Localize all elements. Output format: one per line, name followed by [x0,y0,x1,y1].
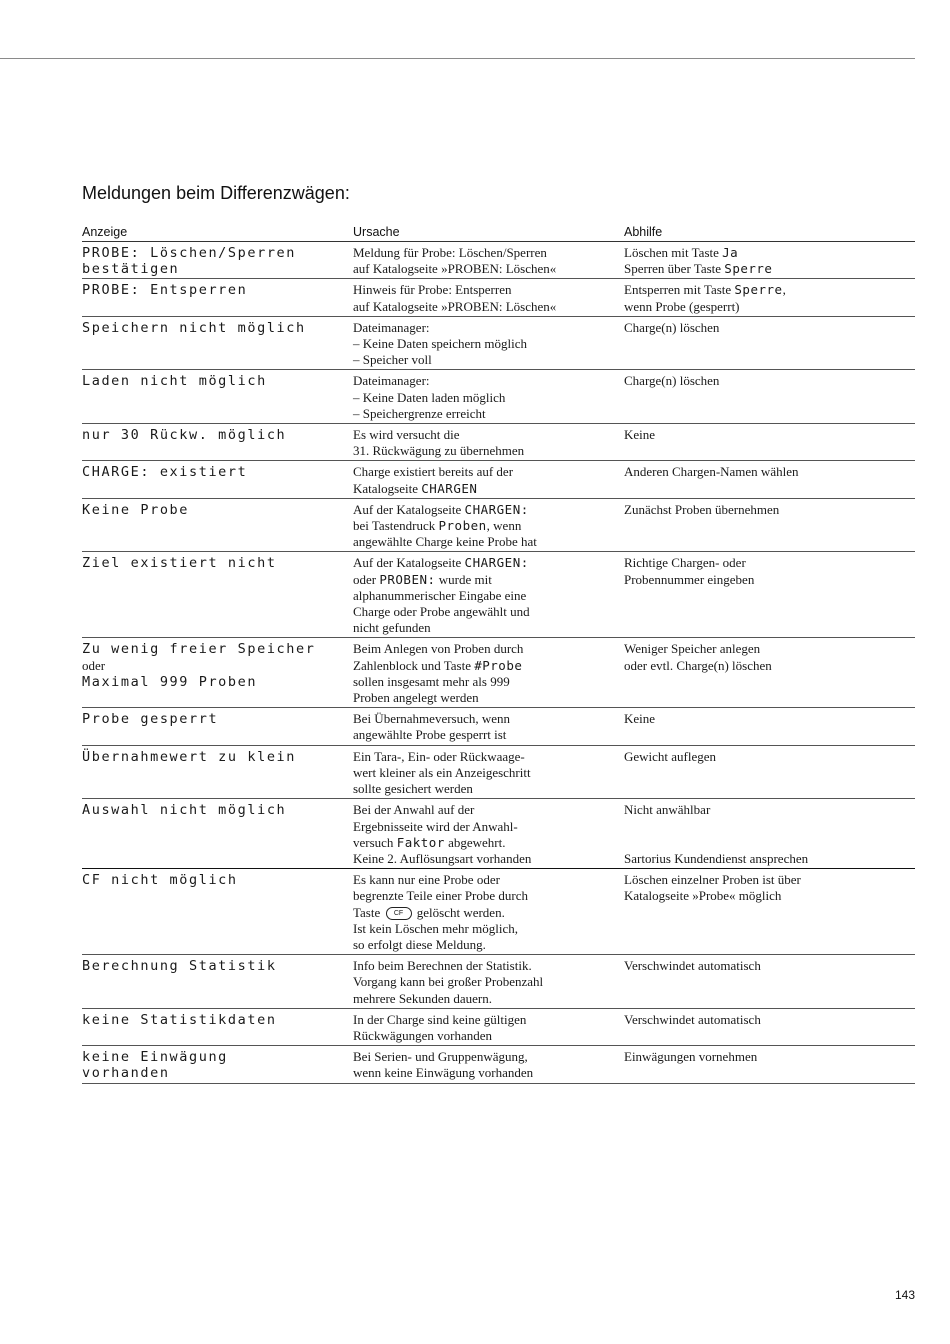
cause-line [353,802,624,818]
cause-line [353,905,624,921]
text-segment: bei Tastendruck [353,518,439,534]
key-label: Faktor [396,834,445,850]
remedy-line [624,851,915,867]
text-segment: auf Katalogseite »PROBEN: Löschen« [353,261,557,277]
remedy-line [624,835,915,851]
cause-cell [353,463,624,496]
display-message-line: Maximal 999 Proben [82,673,258,690]
text-segment: mehrere Sekunden dauern. [353,990,492,1006]
cause-line [353,390,624,406]
cause-line [353,1012,624,1028]
text-segment: Verschwindet automatisch [624,1011,761,1027]
display-message-line: keine Einwägung [82,1049,228,1066]
cause-line [353,427,624,443]
cause-line [353,1049,624,1065]
remedy-line [624,502,915,518]
display-message-line: CHARGE: existiert [82,464,248,481]
remedy-line [624,427,915,443]
text-segment: Meldung für Probe: Löschen/Sperren [353,245,547,260]
cause-line [353,620,624,636]
key-label: Sperre [734,282,783,298]
text-segment: , [782,282,786,298]
text-segment: Sperren über Taste [624,261,725,277]
text-segment: auf Katalogseite »PROBEN: Löschen« [353,298,557,314]
display-message-cell [82,1048,353,1081]
remedy-line [624,641,915,657]
text-segment: sollen insgesamt mehr als 999 [353,673,510,689]
remedy-line [624,320,915,336]
display-message-cell [82,801,353,867]
display-message-line: Ziel existiert nicht [82,555,277,572]
table-row [82,746,915,800]
cause-line [353,604,624,620]
cause-line [353,443,624,459]
table-row [82,279,915,316]
text-segment: Hinweis für Probe: Entsperren [353,282,512,298]
text-segment: Zunächst Proben übernehmen [624,501,780,517]
cause-line [353,974,624,990]
page-number: 143 [894,1288,915,1302]
cause-line [353,245,624,261]
display-message-line: vorhanden [82,1065,170,1082]
display-message-cell [82,748,353,798]
cause-line [353,572,624,588]
table-row [82,424,915,461]
text-segment: Anderen Chargen-Namen wählen [624,464,799,480]
text-segment: Ergebnisseite wird der Anwahl- [353,818,518,834]
cause-cell [353,281,624,314]
display-message-line: Zu wenig freier Speicher [82,641,316,658]
text-segment: alphanummerischer Eingabe eine [353,587,527,603]
cause-line [353,749,624,765]
remedy-cell [624,801,915,867]
text-segment: 31. Rückwägung zu übernehmen [353,443,525,459]
table-row [82,638,915,708]
text-segment: Ein Tara-, Ein- oder Rückwaage- [353,748,525,764]
text-segment: gelöscht werden. [413,904,505,920]
cause-line [353,282,624,298]
text-segment: Rückwägungen vorhanden [353,1027,492,1043]
cause-line [353,765,624,781]
remedy-cell [624,281,915,314]
cause-cell [353,372,624,422]
text-segment: Einwägungen vornehmen [624,1049,758,1065]
table-row [82,461,915,498]
cause-cell [353,244,624,277]
key-label: Proben [438,518,487,534]
cause-cell [353,501,624,551]
text-segment: wenn keine Einwägung vorhanden [353,1065,534,1081]
remedy-cell [624,710,915,743]
cause-line [353,641,624,657]
cause-line [353,299,624,315]
remedy-line [624,802,915,818]
cause-line [353,937,624,953]
cause-line [353,711,624,727]
remedy-line [624,958,915,974]
remedy-cell [624,501,915,551]
cause-line [353,819,624,835]
table-row [82,1009,915,1046]
cause-line [353,320,624,336]
text-segment: Charge(n) löschen [624,319,720,335]
table-row [82,499,915,553]
top-rule [0,58,915,59]
cause-line [353,674,624,690]
cf-key-icon: CF [386,907,412,920]
text-segment: Richtige Chargen- oder [624,555,746,571]
remedy-cell [624,1011,915,1044]
cause-line [353,464,624,480]
cause-line [353,921,624,937]
text-segment: – Keine Daten speichern möglich [353,336,527,352]
cause-line [353,958,624,974]
display-message-line: Keine Probe [82,501,190,518]
cause-line [353,872,624,888]
text-segment: Auf der Katalogseite [353,555,465,571]
cause-line [353,835,624,851]
text-segment: Es wird versucht die [353,427,460,443]
key-label: #Probe [474,657,523,673]
cause-line [353,336,624,352]
text-segment: Es kann nur eine Probe oder [353,872,500,888]
text-segment: Gewicht auflegen [624,748,717,764]
display-message-cell [82,281,353,314]
cause-line [353,851,624,867]
cause-line [353,352,624,368]
display-message-line: keine Statistikdaten [82,1011,277,1028]
key-label: CHARGEN [421,480,478,496]
text-segment: wenn Probe (gesperrt) [624,298,740,314]
key-label: Ja [722,245,739,260]
column-header-anzeige: Anzeige [82,225,128,239]
display-message-cell [82,244,353,277]
display-message-line: PROBE: Entsperren [82,282,248,299]
remedy-line [624,888,915,904]
table-row [82,552,915,638]
text-segment: Info beim Berechnen der Statistik. [353,958,532,974]
cause-line [353,373,624,389]
display-message-cell [82,554,353,636]
table-row [82,1046,915,1083]
text-segment: Proben angelegt werden [353,690,479,706]
text-segment: so erfolgt diese Meldung. [353,936,486,952]
text-segment: sollte gesichert werden [353,781,473,797]
remedy-cell [624,871,915,953]
remedy-cell [624,640,915,706]
display-message-line: CF nicht möglich [82,872,238,889]
text-segment: Keine [624,711,656,727]
text-segment: wert kleiner als ein Anzeigeschritt [353,764,531,780]
text-segment: Entsperren mit Taste [624,282,735,298]
key-label: Sperre [724,261,773,277]
text-segment: Vorgang kann bei großer Probenzahl [353,974,544,990]
oder-label: oder [82,657,106,673]
remedy-cell [624,426,915,459]
display-message-line: nur 30 Rückw. möglich [82,427,287,444]
cause-line [353,727,624,743]
text-segment: oder [353,571,380,587]
table-row [82,799,915,869]
remedy-line [624,658,915,674]
cause-cell [353,426,624,459]
table-header [82,224,915,242]
remedy-cell [624,1048,915,1081]
display-message-cell [82,871,353,953]
remedy-cell [624,463,915,496]
cause-line [353,588,624,604]
text-segment: – Speichergrenze erreicht [353,405,486,421]
remedy-line [624,373,915,389]
remedy-cell [624,319,915,369]
cause-line [353,481,624,497]
text-segment: Auf der Katalogseite [353,501,465,517]
cause-line [353,658,624,674]
remedy-cell [624,244,915,277]
display-message-cell [82,957,353,1007]
cause-line [353,781,624,797]
cause-line [353,502,624,518]
text-segment: Löschen einzelner Proben ist über [624,872,801,888]
display-message-line: bestätigen [82,261,180,278]
text-segment: Beim Anlegen von Proben durch [353,641,524,657]
table-row [82,317,915,371]
remedy-line [624,572,915,588]
text-segment: Löschen mit Taste [624,245,723,260]
cause-cell [353,1011,624,1044]
table-row [82,869,915,955]
table-row [82,955,915,1009]
display-message-line: Auswahl nicht möglich [82,802,287,819]
text-segment: Bei der Anwahl auf der [353,802,475,818]
remedy-line [624,1012,915,1028]
table-row [82,708,915,745]
display-message-line: Übernahmewert zu klein [82,748,297,765]
cause-cell [353,748,624,798]
text-segment: Katalogseite [353,480,422,496]
cause-line [353,518,624,534]
remedy-line [624,872,915,888]
text-segment: angewählte Probe gesperrt ist [353,727,507,743]
remedy-cell [624,554,915,636]
text-segment: Zahlenblock und Taste [353,657,475,673]
display-message-cell [82,319,353,369]
cause-cell [353,319,624,369]
display-message-line: Speichern nicht möglich [82,319,306,336]
display-message-line: Laden nicht möglich [82,373,267,390]
cause-cell [353,554,624,636]
remedy-line [624,299,915,315]
cause-line [353,261,624,277]
cause-line [353,888,624,904]
cause-cell [353,871,624,953]
display-message-cell [82,426,353,459]
text-segment: – Speicher voll [353,352,432,368]
display-message-line: Berechnung Statistik [82,958,277,975]
text-segment: Charge oder Probe angewählt und [353,604,530,620]
key-label: CHARGEN: [464,555,529,571]
remedy-line [624,245,915,261]
display-message-cell [82,501,353,551]
cause-line [353,555,624,571]
text-segment: Charge existiert bereits auf der [353,464,514,480]
text-segment: , wenn [486,518,522,534]
text-segment: Verschwindet automatisch [624,958,761,974]
display-message-cell [82,1011,353,1044]
text-segment: Katalogseite »Probe« möglich [624,888,782,904]
display-message-line: PROBE: Löschen/Sperren [82,245,297,261]
cause-cell [353,957,624,1007]
text-segment: Bei Serien- und Gruppenwägung, [353,1049,528,1065]
text-segment: In der Charge sind keine gültigen [353,1011,527,1027]
remedy-cell [624,372,915,422]
text-segment: Nicht anwählbar [624,802,711,818]
cause-cell [353,710,624,743]
text-segment: Taste [353,904,384,920]
section-heading: Meldungen beim Differenzwägen: [82,183,350,203]
text-segment: – Keine Daten laden möglich [353,389,506,405]
messages-table [82,224,915,1084]
text-segment: wurde mit [435,571,492,587]
column-header-abhilfe: Abhilfe [624,225,663,239]
text-segment: Charge(n) löschen [624,373,720,389]
display-message-cell [82,710,353,743]
text-segment: Dateimanager: [353,373,430,389]
remedy-line [624,261,915,277]
remedy-line [624,749,915,765]
display-message-cell [82,463,353,496]
cause-cell [353,801,624,867]
text-segment: Keine [624,427,656,443]
table-body [82,242,915,1084]
table-row [82,242,915,279]
text-segment: Ist kein Löschen mehr möglich, [353,920,518,936]
key-label: PROBEN: [379,571,436,587]
remedy-cell [624,748,915,798]
remedy-line [624,282,915,298]
cause-line [353,406,624,422]
text-segment: Keine 2. Auflösungsart vorhanden [353,850,532,866]
cause-line [353,1065,624,1081]
text-segment: versuch [353,834,397,850]
column-header-ursache: Ursache [353,225,400,239]
text-segment: Bei Übernahmeversuch, wenn [353,711,511,727]
remedy-line [624,555,915,571]
cause-line [353,534,624,550]
remedy-line [624,464,915,480]
text-segment: nicht gefunden [353,620,431,636]
cause-cell [353,640,624,706]
table-row [82,370,915,424]
cause-line [353,690,624,706]
cause-cell [353,1048,624,1081]
text-segment: Probennummer eingeben [624,571,755,587]
remedy-line [624,711,915,727]
display-message-line: Probe gesperrt [82,711,219,728]
key-label: CHARGEN: [464,501,529,517]
text-segment: Dateimanager: [353,319,430,335]
text-segment: oder evtl. Charge(n) löschen [624,657,772,673]
cause-line [353,1028,624,1044]
display-message-cell [82,372,353,422]
text-segment: abgewehrt. [444,834,506,850]
text-segment: begrenzte Teile einer Probe durch [353,888,528,904]
cause-line [353,991,624,1007]
text-segment: Weniger Speicher anlegen [624,641,761,657]
remedy-line [624,1049,915,1065]
remedy-cell [624,957,915,1007]
text-segment: Sartorius Kundendienst ansprechen [624,850,809,866]
display-message-cell [82,640,353,706]
remedy-line [624,819,915,835]
text-segment: angewählte Charge keine Probe hat [353,534,537,550]
